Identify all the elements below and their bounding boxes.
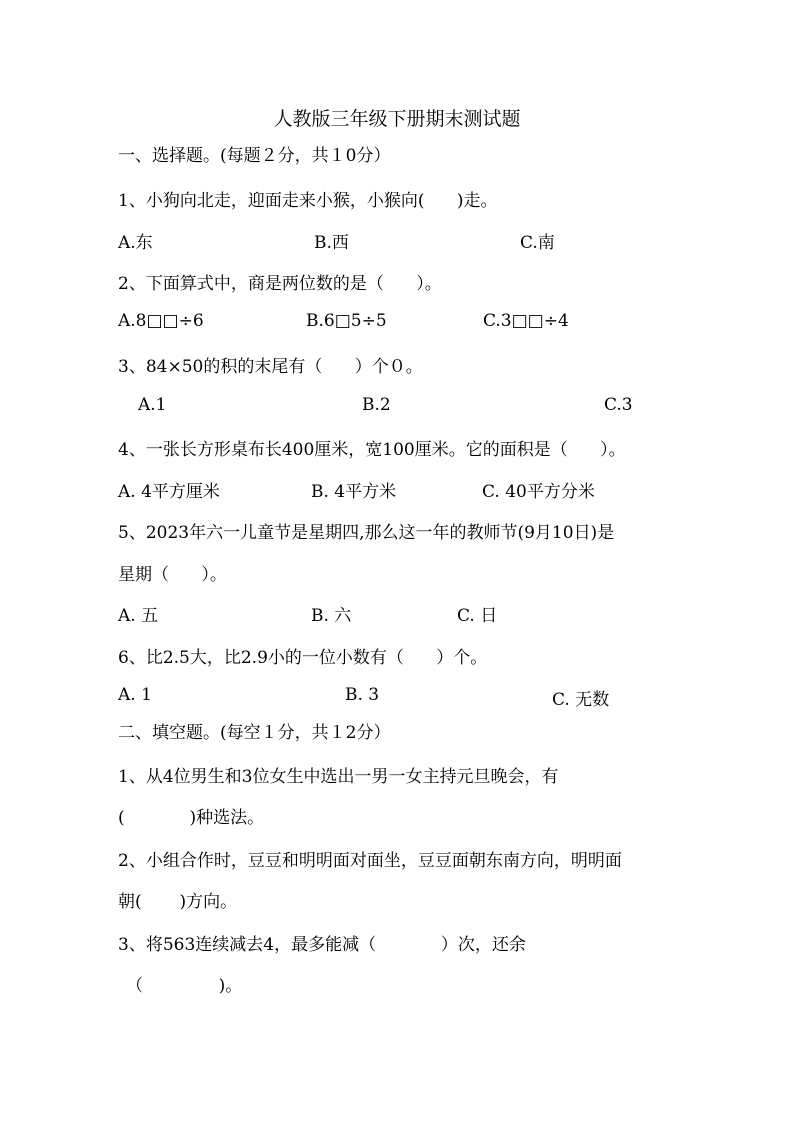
fill-question-2-line2: 朝( )方向。: [118, 892, 238, 912]
question-2-option-b: B.6□5÷5: [306, 311, 387, 331]
question-3-option-a: A.1: [138, 395, 167, 415]
fill-question-3-line1: 3、将563连续减去4，最多能减（ ）次，还余: [118, 935, 526, 955]
question-4-stem: 4、一张长方形桌布长400厘米，宽100厘米。它的面积是（ ）。: [118, 440, 626, 460]
question-4-option-c: C. 40平方分米: [482, 482, 595, 502]
question-1-option-a: A.东: [118, 233, 153, 253]
question-2-option-c: C.3□□÷4: [483, 311, 569, 331]
page-title: 人教版三年级下册期末测试题: [273, 108, 521, 130]
fill-question-1-line1: 1、从4位男生和3位女生中选出一男一女主持元旦晚会，有: [118, 767, 559, 787]
question-4-option-b: B. 4平方米: [311, 482, 397, 502]
question-3-option-c: C.3: [604, 395, 633, 415]
question-2-option-a: A.8□□÷6: [118, 311, 204, 331]
question-6-stem: 6、比2.5大，比2.9小的一位小数有（ ）个。: [118, 648, 488, 668]
fill-question-2-line1: 2、小组合作时，豆豆和明明面对面坐，豆豆面朝东南方向，明明面: [118, 851, 622, 871]
question-1-option-c: C.南: [520, 233, 555, 253]
question-2-stem: 2、下面算式中，商是两位数的是（ ）。: [118, 274, 442, 294]
question-3-stem: 3、84×50的积的末尾有（ ）个０。: [118, 357, 423, 377]
question-5-stem-continued: 星期（ ）。: [118, 565, 227, 585]
question-4-option-a: A. 4平方厘米: [118, 482, 220, 502]
section-2-heading: 二、填空题。(每空１分，共１2分）: [118, 723, 391, 743]
question-1-option-b: B.西: [314, 233, 349, 253]
fill-question-3-line2: （ )。: [126, 976, 243, 996]
question-5-option-a: A. 五: [118, 606, 159, 626]
question-5-option-c: C. 日: [457, 606, 498, 626]
question-5-stem: 5、2023年六一儿童节是星期四,那么这一年的教师节(9月10日)是: [118, 523, 615, 543]
question-1-stem: 1、小狗向北走，迎面走来小猴，小猴向( )走。: [118, 191, 498, 211]
section-1-heading: 一、选择题。(每题２分，共１0分）: [118, 146, 391, 166]
question-3-option-b: B.2: [362, 395, 391, 415]
fill-question-1-line2: ( )种选法。: [118, 808, 265, 828]
question-6-option-c: C. 无数: [552, 690, 610, 710]
question-5-option-b: B. 六: [311, 606, 352, 626]
question-6-option-b: B. 3: [345, 685, 380, 705]
question-6-option-a: A. 1: [118, 685, 152, 705]
